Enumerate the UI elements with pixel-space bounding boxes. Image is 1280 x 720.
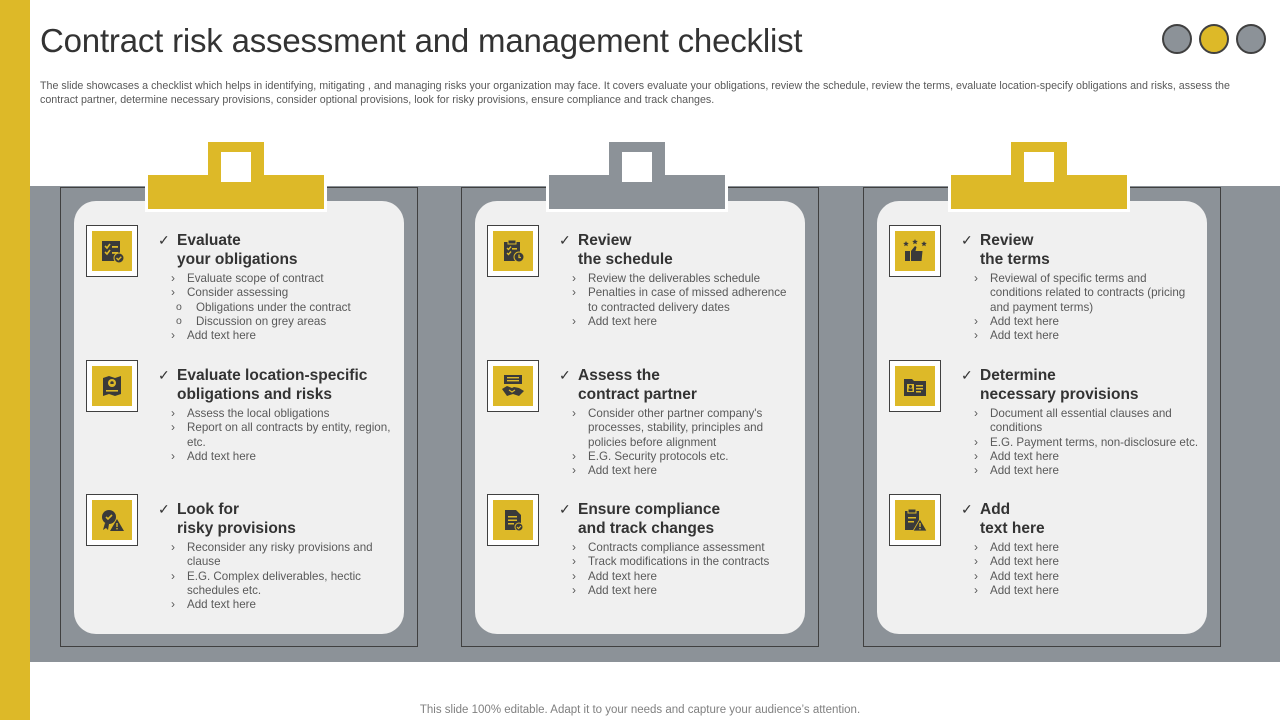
slide-description: The slide showcases a checklist which helps in identifying, mitigating , and managing risks your organization may face. It covers evaluate your obligations, review the schedule, review the terms, evaluate location-specify obligations and risks, assess the contract partner, determine necessary provisions, consider optional provisions, look for risky provisions, ensure compliance and track changes. xyxy=(40,80,1230,106)
item-bullet-list xyxy=(158,272,398,343)
left-accent-bar xyxy=(0,0,30,720)
item-bullet-list xyxy=(961,272,1201,343)
item-bullet-list xyxy=(158,407,398,464)
item-icon-frame xyxy=(487,225,539,277)
item-title-line: Add xyxy=(980,501,1011,518)
item-icon-frame xyxy=(487,494,539,546)
bullet-point: › Add text here xyxy=(588,315,799,329)
bullet-point: › Assess the local obligations xyxy=(187,407,398,421)
bullet-point: › Report on all contracts by entity, region, etc. xyxy=(187,421,398,450)
bullet-point: › Document all essential clauses and conditions xyxy=(990,407,1201,436)
item-title-line: Assess the xyxy=(578,367,660,384)
bullet-point: › Reconsider any risky provisions and clause xyxy=(187,541,398,570)
bullet-point: › Add text here xyxy=(187,450,398,464)
check-mark-icon: ✓ xyxy=(158,232,170,248)
check-mark-icon: ✓ xyxy=(559,501,571,517)
bullet-point: › Consider assessing xyxy=(187,286,398,300)
item-title-line: necessary provisions xyxy=(980,386,1139,403)
item-title-line: and track changes xyxy=(578,520,715,537)
check-mark-icon: ✓ xyxy=(961,367,973,383)
slide-footer: This slide 100% editable. Adapt it to your needs and capture your audience’s attention. xyxy=(419,704,861,716)
item-body xyxy=(961,231,1201,343)
item-bullet-list xyxy=(559,541,799,598)
bullet-point: › Add text here xyxy=(990,450,1201,464)
clipboard-warning-icon xyxy=(895,500,935,540)
check-mark-icon: ✓ xyxy=(961,232,973,248)
check-mark-icon: ✓ xyxy=(961,501,973,517)
item-bullet-list xyxy=(961,407,1201,478)
item-title-line: Review xyxy=(578,232,632,249)
item-title xyxy=(158,366,398,404)
item-title-line: contract partner xyxy=(578,386,697,403)
item-icon-frame xyxy=(889,225,941,277)
item-title-line: the terms xyxy=(980,251,1050,268)
bullet-point: › E.G. Complex deliverables, hectic schedules etc. xyxy=(187,570,398,599)
item-title-line: Look for xyxy=(177,501,239,518)
clipboard-clip-top xyxy=(609,142,665,189)
item-body xyxy=(961,500,1201,598)
bullet-point: › Add text here xyxy=(990,315,1201,329)
clipboard-clip-top xyxy=(208,142,264,189)
item-bullet-list xyxy=(158,541,398,612)
item-title xyxy=(961,500,1201,538)
checklist-icon xyxy=(92,231,132,271)
bullet-point: › Track modifications in the contracts xyxy=(588,555,799,569)
item-title-line: Evaluate xyxy=(177,232,241,249)
item-body xyxy=(158,366,398,464)
bullet-point: › E.G. Security protocols etc. xyxy=(588,450,799,464)
bullet-point: › Add text here xyxy=(990,584,1201,598)
bullet-point: › Review the deliverables schedule xyxy=(588,272,799,286)
item-icon-frame xyxy=(487,360,539,412)
check-mark-icon: ✓ xyxy=(158,501,170,517)
handshake-icon xyxy=(493,366,533,406)
rating-thumbs-up-icon xyxy=(895,231,935,271)
bullet-point: › Add text here xyxy=(990,329,1201,343)
item-title xyxy=(158,500,398,538)
item-title-line: Evaluate location-specific xyxy=(177,367,368,384)
bullet-point: o Obligations under the contract xyxy=(187,301,398,315)
item-title xyxy=(559,366,799,404)
item-title-line: Determine xyxy=(980,367,1056,384)
bullet-point: › Add text here xyxy=(990,541,1201,555)
slide-title: Contract risk assessment and management checklist xyxy=(40,22,803,59)
schedule-clipboard-icon xyxy=(493,231,533,271)
item-bullet-list xyxy=(961,541,1201,598)
header-dot xyxy=(1199,24,1229,54)
bullet-point: o Discussion on grey areas xyxy=(187,315,398,329)
item-title-line: Review xyxy=(980,232,1034,249)
bullet-point: › Add text here xyxy=(990,555,1201,569)
check-mark-icon: ✓ xyxy=(158,367,170,383)
item-body xyxy=(961,366,1201,478)
document-folder-icon xyxy=(895,366,935,406)
bullet-point: › Contracts compliance assessment xyxy=(588,541,799,555)
item-bullet-list xyxy=(559,407,799,478)
check-mark-icon: ✓ xyxy=(559,232,571,248)
item-title-line: text here xyxy=(980,520,1045,537)
item-icon-frame xyxy=(86,494,138,546)
item-title-line: your obligations xyxy=(177,251,298,268)
bullet-point: › Add text here xyxy=(588,464,799,478)
item-title xyxy=(559,500,799,538)
item-icon-frame xyxy=(86,225,138,277)
location-map-icon xyxy=(92,366,132,406)
item-icon-frame xyxy=(889,494,941,546)
item-title xyxy=(961,366,1201,404)
header-dot xyxy=(1162,24,1192,54)
risk-warning-icon xyxy=(92,500,132,540)
item-title xyxy=(559,231,799,269)
header-dots xyxy=(1162,24,1266,54)
bullet-point: › Reviewal of specific terms and conditions related to contracts (pricing and payment terms) xyxy=(990,272,1201,315)
bullet-point: › E.G. Payment terms, non-disclosure etc. xyxy=(990,436,1201,450)
item-title-line: the schedule xyxy=(578,251,673,268)
bullet-point: › Consider other partner company's processes, stability, principles and policies before alignment xyxy=(588,407,799,450)
item-title-line: obligations and risks xyxy=(177,386,333,403)
item-title-line: Ensure compliance xyxy=(578,501,721,518)
item-body xyxy=(158,500,398,612)
bullet-point: › Add text here xyxy=(588,570,799,584)
item-icon-frame xyxy=(889,360,941,412)
item-title xyxy=(961,231,1201,269)
bullet-point: › Evaluate scope of contract xyxy=(187,272,398,286)
item-body xyxy=(559,231,799,329)
clipboard-clip-hole xyxy=(221,152,251,182)
check-mark-icon: ✓ xyxy=(559,367,571,383)
item-body xyxy=(158,231,398,343)
compliance-document-icon xyxy=(493,500,533,540)
bullet-point: › Add text here xyxy=(990,464,1201,478)
item-icon-frame xyxy=(86,360,138,412)
bullet-point: › Add text here xyxy=(990,570,1201,584)
clipboard-clip-hole xyxy=(622,152,652,182)
bullet-point: › Add text here xyxy=(588,584,799,598)
clipboard-clip-hole xyxy=(1024,152,1054,182)
item-title xyxy=(158,231,398,269)
item-bullet-list xyxy=(559,272,799,329)
item-title-line: risky provisions xyxy=(177,520,296,537)
item-body xyxy=(559,500,799,598)
bullet-point: › Penalties in case of missed adherence to contracted delivery dates xyxy=(588,286,799,315)
header-dot xyxy=(1236,24,1266,54)
clipboard-clip-top xyxy=(1011,142,1067,189)
bullet-point: › Add text here xyxy=(187,598,398,612)
item-body xyxy=(559,366,799,478)
bullet-point: › Add text here xyxy=(187,329,398,343)
